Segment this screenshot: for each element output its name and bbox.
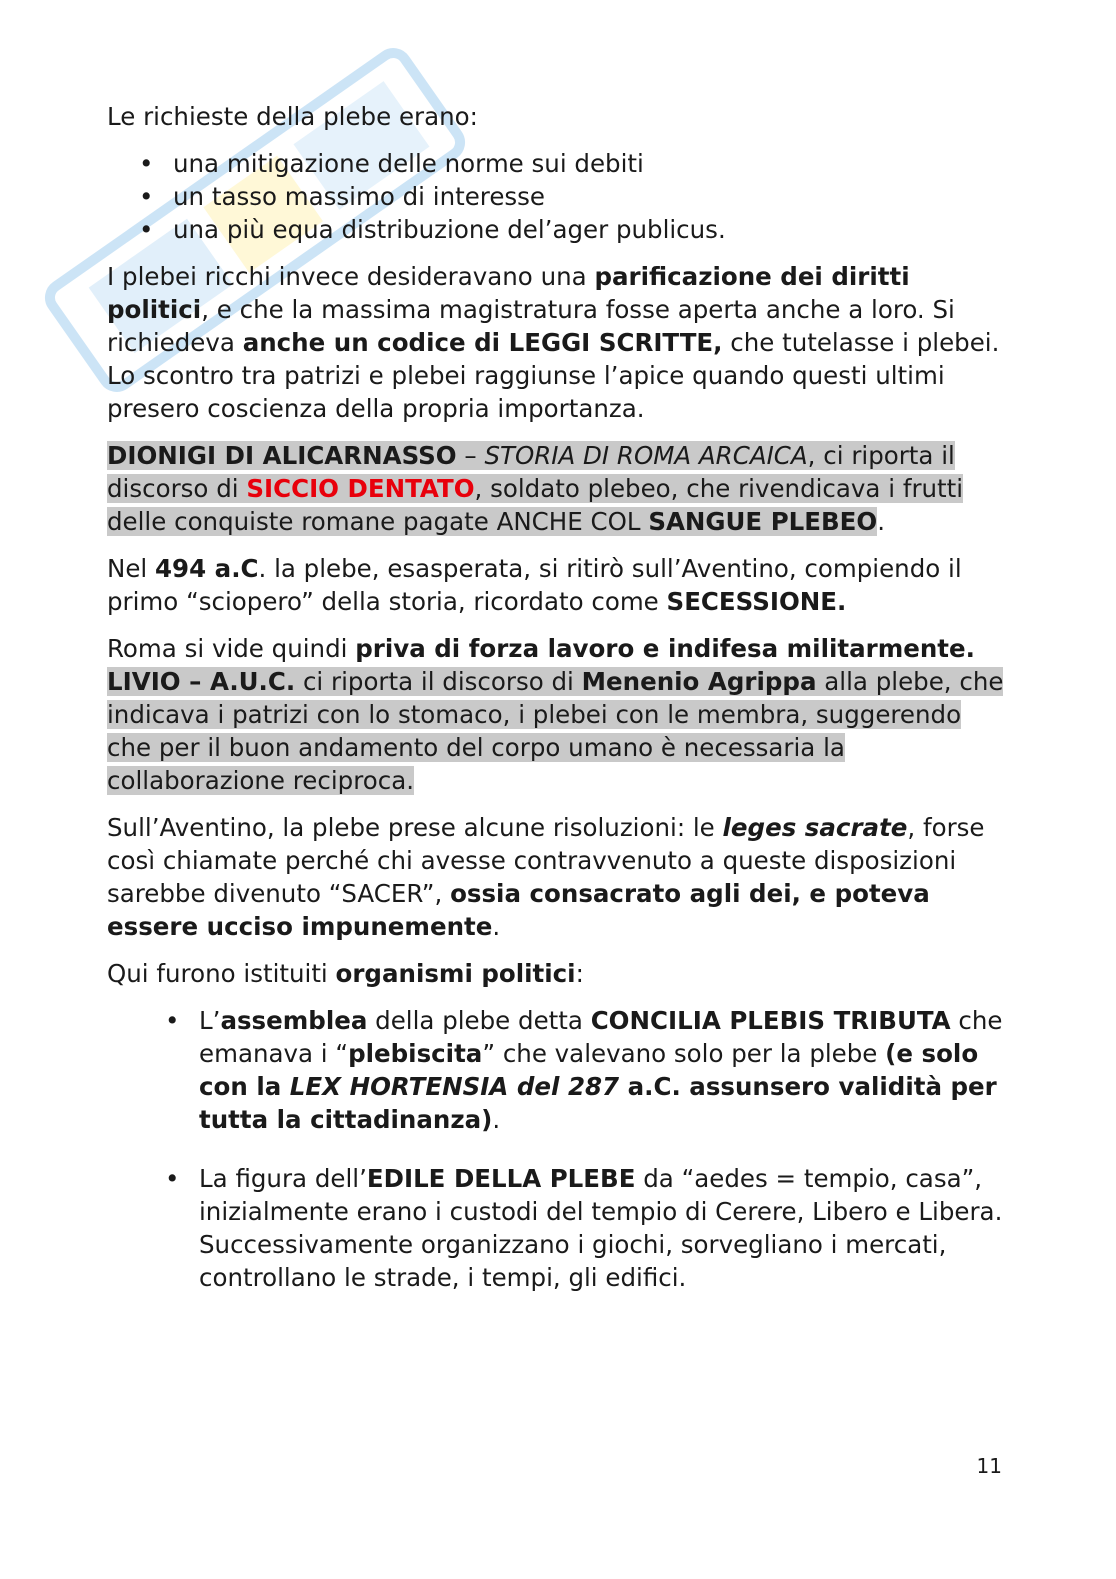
paragraph-dionigi: DIONIGI DI ALICARNASSO – STORIA DI ROMA ARCAICA, ci riporta il discorso di SICCIO DENTATO, soldato plebeo, che rivendicava i frutti delle conquiste romane pagate ANCHE COL SANGUE PLEBEO. — [107, 441, 964, 536]
paragraph-organismi: Qui furono istituiti organismi politici: — [107, 959, 584, 988]
page-number: 11 — [976, 1454, 1002, 1478]
paragraph-leges-sacrate: Sull’Aventino, la plebe prese alcune risoluzioni: le leges sacrate, forse così chiamate perché chi avesse contravvenuto a queste disposizioni sarebbe divenuto “SACER”, ossia consacrato agli dei, e poteva essere ucciso impunemente. — [107, 813, 985, 941]
intro-paragraph: Le richieste della plebe erano: — [107, 102, 478, 131]
paragraph-menenio: Roma si vide quindi priva di forza lavoro e indifesa militarmente. LIVIO – A.U.C. ci riporta il discorso di Menenio Agrippa alla plebe, che indicava i patrizi con lo stomaco, i plebei con le membra, suggerendo che per il buon andamento del corpo umano è necessaria la collaborazione reciproca. — [107, 634, 1004, 795]
paragraph-secession: Nel 494 a.C. la plebe, esasperata, si ritirò sull’Aventino, compiendo il primo “sciopero” della storia, ricordato come SECESSIONE. — [107, 554, 962, 616]
organisms-list — [107, 1004, 1007, 1294]
list-item: • un tasso massimo di interesse — [107, 180, 1007, 213]
list-item: • una mitigazione delle norme sui debiti — [107, 147, 1007, 180]
list-item: • una più equa distribuzione del’ager publicus. — [107, 213, 1007, 246]
demands-list — [107, 147, 1007, 246]
list-item-edile: • La figura dell’EDILE DELLA PLEBE da “aedes = tempio, casa”, inizialmente erano i custodi del tempio di Cerere, Libero e Libera. Successivamente organizzano i giochi, sorvegliano i mercati, controllano le strade, i tempi, gli edifici. — [107, 1162, 1007, 1294]
paragraph-rich-plebeians: I plebei ricchi invece desideravano una parificazione dei diritti politici, e che la massima magistratura fosse aperta anche a loro. Si richiedeva anche un codice di LEGGI SCRITTE, che tutelasse i plebei. Lo scontro tra patrizi e plebei raggiunse l’apice quando questi ultimi presero coscienza della propria importanza. — [107, 262, 1000, 423]
list-item-concilia: • L’assemblea della plebe detta CONCILIA PLEBIS TRIBUTA che emanava i “plebiscita” che valevano solo per la plebe (e solo con la LEX HORTENSIA del 287 a.C. assunsero validità per tutta la cittadinanza). — [107, 1004, 1007, 1136]
document-body — [107, 100, 1007, 1320]
